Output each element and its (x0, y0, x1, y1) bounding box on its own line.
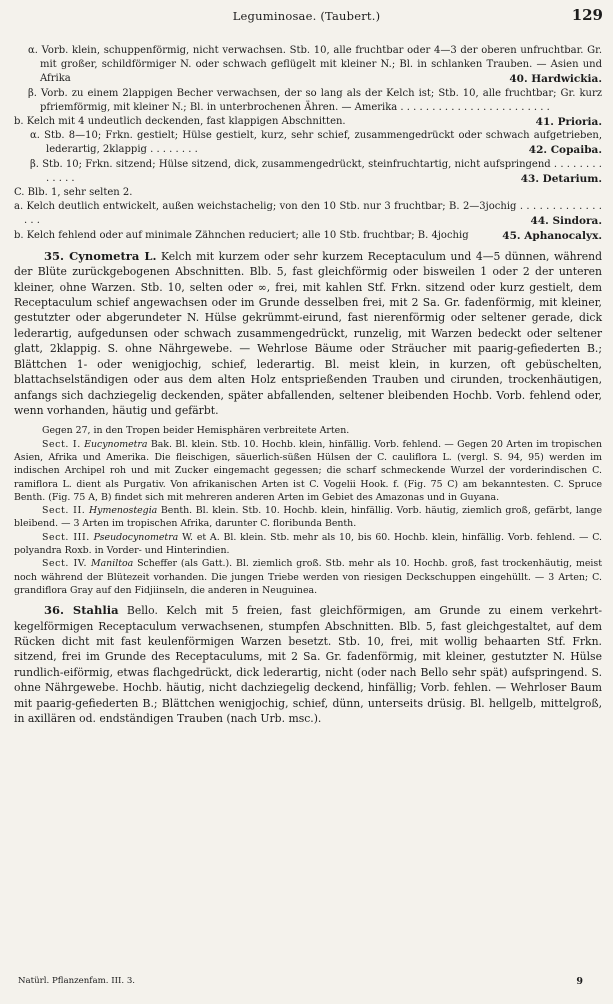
section-name: Pseudocynometra (93, 531, 179, 543)
section-text: Benth. Bl. klein. Stb. 10. Hochb. klein, hinfällig. Vorb. häutig, ziemlich groß, gefärbt, lange bleibend. — 3 Arten im tropischen Afrika, darunter C. floribunda Benth. (14, 505, 603, 530)
page-footer (18, 976, 593, 990)
footer-signature: Natürl. Pflanzenfam. III. 3. (18, 976, 136, 986)
key-entry-c (14, 186, 602, 200)
key-entry-copaiba (14, 129, 602, 157)
section-hymenostegia (14, 504, 602, 531)
genus-stahlia (14, 603, 602, 726)
key-entry-detarium (14, 158, 602, 186)
key-text: α. Vorb. klein, schuppenförmig, nicht verwachsen. Stb. 10, alle fruchtbar oder 4—3 der oberen unfruchtbar. Gr. mit großer, schildförmiger N. oder schwach geflügelt mit kleiner N.; Bl. in schlanken Trauben. — Asien und Afrika (28, 45, 602, 85)
section-name: Hymenostegia (88, 505, 158, 517)
key-text: β. Vorb. zu einem 2lappigen Becher verwachsen, der so lang als der Kelch ist; Stb. 10, alle fruchtbar; Gr. kurz pfriemförmig, mit kleiner N.; Bl. in unterbrochenen Ähren. — Amerika . . . . . . . . . . . . . . . . . . . . . . . . (28, 87, 602, 113)
section-text: Bak. Bl. klein. Stb. 10. Hochb. klein, hinfällig. Vorb. fehlend. — Gegen 20 Arten im tropischen Asien, Afrika und Amerika. Die fleischigen, säuerlich-süßen Hülsen der C. cauliflora L. (vergl. S. 94, 95) werden im indischen Archipel roh und mit Zucker eingemacht gegessen; die scharf schmeckende Wurzel der vorderindischen C. ramiflora L. dient als Purgativ. Von afrikanischen Arten ist C. Vogelii Hook. f. (Fig. 75 C) am bekanntesten. C. Spruce Benth. (Fig. 75 A, B) findet sich mit mehreren anderen Arten im Gebiet des Amazonas und in Guyana. (14, 438, 603, 503)
key-text: C. Blb. 1, sehr selten 2. (14, 187, 133, 199)
section-head: Sect. II. (42, 505, 86, 517)
key-result: 45. Aphanocalyx. (502, 229, 602, 242)
key-text: α. Stb. 8—10; Frkn. gestielt; Hülse gestielt, kurz, sehr schief, zusammengedrückt oder schwach aufgetrieben, lederartig, 2klappig . . . . . . . . (30, 130, 602, 156)
section-name: Eucynometra (84, 438, 148, 450)
genus-author: Bello. (126, 604, 158, 618)
section-head: Sect. III. (42, 531, 90, 543)
genus-name: 35. Cynometra L. (44, 248, 157, 263)
identification-key (14, 44, 602, 243)
section-maniltoa (14, 557, 602, 597)
key-entry-aphanocalyx (14, 229, 602, 243)
genus-cynometra (14, 249, 602, 418)
key-text: b. Kelch fehlend oder auf minimale Zähnchen reduciert; alle 10 Stb. fruchtbar; B. 4jochig (14, 229, 469, 241)
key-entry-b (14, 115, 602, 129)
section-pseudocynometra (14, 531, 602, 558)
key-text: a. Kelch deutlich entwickelt, außen weichstachelig; von den 10 Stb. nur 3 fruchtbar; B. 2—3jochig . . . . . . . . . . . . . . . . (14, 201, 602, 227)
main-text (14, 44, 602, 726)
key-result: 43. Detarium. (520, 172, 602, 185)
section-head: Sect. I. (42, 438, 81, 450)
genus-description: Kelch mit kurzem oder sehr kurzem Receptaculum und 4—5 dünnen, während der Blüte zurückgebogenen Abschnitten. Blb. 5, fast gleichförmig oder bisweilen 1 oder 2 der unteren kleiner, ohne Warzen. Stb. 10, selten oder ∞, frei, mit kahlen Stf. Frkn. sitzend oder kurz gestielt, dem Receptaculum schief angewachsen oder im Grunde desselben frei, mit 2 Sa. Gr. fadenförmig, mit kleiner, gestutzter oder abgerundeter N. Hülse gekrümmt-eirund, fast nierenförmig oder seltener gerade, dick lederartig, aufgedunsen oder schwach zusammengedrückt, runzelig, mit Warzen bedeckt oder seltener glatt, 2klappig. S. ohne Nährgewebe. — Wehrlose Bäume oder Sträucher mit paarig-gefiederten B.; Blättchen 1- oder wenigjochig, schief, lederartig. Bl. meist klein, in kurzen, oft gebüschelten, blattachselständigen oder aus dem alten Holz entsprießenden Trauben und cirunden, trockenhäutigen, anfangs sich dachziegelig deckenden, später abfallenden, seltener bleibenden Hochb. Vorb. fehlend oder, wenn vorhanden, häutig und gefärbt. (14, 249, 602, 417)
section-name: Maniltoa (90, 558, 134, 570)
genus-description: Kelch mit 5 freien, fast gleichförmigen, am Grunde zu einem verkehrt-kegelförmigen Receptaculum verwachsenen, stumpfen Abschnitten. Blb. 5, fast gleichgestaltet, auf dem Rücken dicht mit fast keulenförmigen Warzen besetzt. Stb. 10, frei, mit wollig behaarten Stf. Frkn. sitzend, frei im Grunde des Receptaculums, mit 2 Sa. Gr. fadenförmig, mit kleiner, gestutzter N. Hülse rundlich-eiförmig, etwas flachgedrückt, dick lederartig, nicht (oder nach Bello sehr spät) aufspringend. S. ohne Nährgewebe. Hochb. häutig, nicht dachziegelig deckend, hinfällig; Vorb. fehlen. — Wehrloser Baum mit paarig-gefiederten B.; Blättchen wenigjochig, schief, dünn, unterseits drüsig. Bl. hellgelb, mittelgroß, in axillären od. endständigen Trauben (nach Urb. msc.). (14, 604, 602, 726)
section-head: Sect. IV. (42, 558, 88, 570)
section-text: W. et A. Bl. klein. Stb. mehr als 10, bis 60. Hochb. klein, hinfällig. Vorb. fehlend. — C. polyandra Roxb. in Vorder- und Hinterindien. (14, 531, 603, 556)
key-entry-hardwickia (14, 44, 602, 87)
key-entry-sindora (14, 200, 602, 228)
key-result: 42. Copaiba. (528, 144, 602, 157)
section-text: Scheffer (als Gatt.). Bl. ziemlich groß. Stb. mehr als 10. Hochb. groß, fast trockenhäutig, meist noch während der Blütezeit vorhanden. Die jungen Triebe werden von riesigen Deckschuppen eingehüllt. — 3 Arten; C. grandiflora Gray auf den Fidjiinseln, die anderen in Neuguinea. (14, 558, 602, 596)
running-header (0, 6, 613, 26)
key-result: 41. Prioria. (535, 116, 602, 129)
key-result: 44. Sindora. (530, 215, 602, 228)
key-text: β. Stb. 10; Frkn. sitzend; Hülse sitzend, dick, zusammengedrückt, steinfruchtartig, nicht aufspringend . . . . . . . . . . . . . (30, 158, 602, 184)
section-eucynometra (14, 438, 602, 504)
cynometra-sections (14, 424, 602, 597)
species-intro: Gegen 27, in den Tropen beider Hemisphären verbreitete Arten. (42, 425, 350, 437)
key-text: b. Kelch mit 4 undeutlich deckenden, fast klappigen Abschnitten. (14, 116, 346, 128)
running-title: Leguminosae. (Taubert.) (232, 9, 381, 23)
page-number: 129 (571, 6, 603, 24)
key-result: 40. Hardwickia. (509, 73, 602, 86)
sheet-number: 9 (576, 976, 583, 987)
genus-name: 36. Stahlia (44, 603, 119, 618)
